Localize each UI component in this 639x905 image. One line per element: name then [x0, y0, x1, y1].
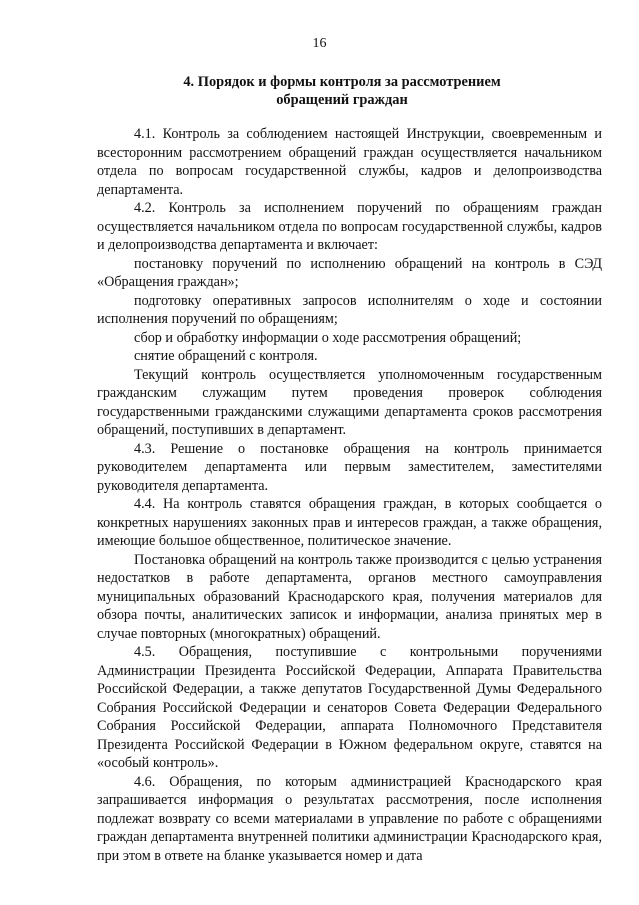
body-text: [97, 125, 602, 865]
section-heading: [110, 73, 574, 109]
paragraph-4-6: 4.6. Обращения, по которым администрацией Краснодарского края запрашивается информация о результатах рассмотрения, после исполнения подлежат возврату со всеми материалами в управление по работе с обращениями граждан департамента внутренней политики администрации Краснодарского края, при этом в ответе на бланке указывается номер и дата: [97, 773, 602, 864]
page-number: 16: [312, 36, 327, 51]
section-heading-line-1: 4. Порядок и формы контроля за рассмотрением: [183, 74, 501, 90]
list-item-info-collection: сбор и обработку информации о ходе рассмотрения обращений;: [134, 329, 522, 346]
paragraph-4-2: 4.2. Контроль за исполнением поручений по обращениям граждан осуществляется начальником отдела по вопросам государственной службы, кадров и делопроизводства департамента и включает:: [97, 200, 602, 253]
list-item-operative-requests: подготовку оперативных запросов исполнителям о ходе и состоянии исполнения поручений по обращениям;: [97, 292, 602, 327]
section-heading-line-2: обращений граждан: [276, 92, 408, 108]
paragraph-control-purpose: Постановка обращений на контроль также производится с целью устранения недостатков в работе департамента, органов местного самоуправления муниципальных образований Краснодарского края, получения материалов для обзора почты, аналитических записок и информации, анализа принятых мер в случае повторных (многократных) обращений.: [97, 551, 602, 642]
paragraph-4-1: 4.1. Контроль за соблюдением настоящей Инструкции, своевременным и всесторонним рассмотрением обращений граждан осуществляется начальником отдела по вопросам государственной службы, кадров и делопроизводства департамента.: [97, 126, 602, 198]
paragraph-4-3: 4.3. Решение о постановке обращения на контроль принимается руководителем департамента или первым заместителем, заместителями руководителя департамента.: [97, 440, 602, 494]
paragraph-current-control: Текущий контроль осуществляется уполномоченным государственным гражданским служащим путем проведения проверок соблюдения государственными гражданскими служащими департамента сроков рассмотрения обращений, поступивших в департамент.: [97, 366, 602, 438]
list-item-control-setting: постановку поручений по исполнению обращений на контроль в СЭД «Обращения граждан»;: [97, 255, 602, 290]
paragraph-4-4: 4.4. На контроль ставятся обращения граждан, в которых сообщается о конкретных нарушениях законных прав и интересов граждан, а также обращения, имеющие большое общественное, политическое значение.: [97, 496, 602, 549]
paragraph-4-5: 4.5. Обращения, поступившие с контрольными поручениями Администрации Президента Российской Федерации, Аппарата Правительства Российской Федерации, а также депутатов Государственной Думы Федерального Собрания Российской Федерации и сенаторов Совета Федерации Федерального Собрания Российской Федерации, аппарата Полномочного Представителя Президента Российской Федерации в Южном федеральном округе, ставятся на «особый контроль».: [97, 644, 602, 771]
list-item-control-removal: снятие обращений с контроля.: [134, 348, 318, 364]
